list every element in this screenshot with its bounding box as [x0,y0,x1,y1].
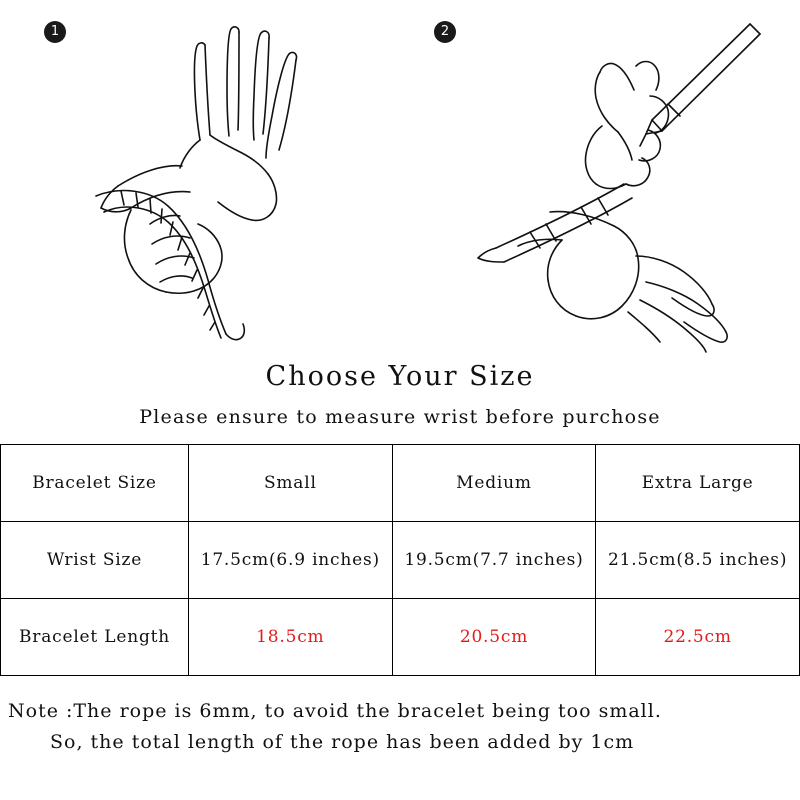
note-line-2: So, the total length of the rope has been added by 1cm [50,731,635,754]
note-line-1: Note :The rope is 6mm, to avoid the bracelet being too small. [8,700,662,722]
table-header-row [1,445,800,522]
note-block [0,696,800,759]
hand-with-tape-measure-drawing [0,0,400,355]
bracelet-length-extra-large: 22.5cm [596,599,800,676]
wrist-size-small: 17.5cm(6.9 inches) [189,522,393,599]
wrist-size-extra-large: 21.5cm(8.5 inches) [596,522,800,599]
row-label-wrist-size: Wrist Size [1,522,189,599]
size-table [0,444,800,676]
step-number-badge-1: 1 [44,21,66,43]
wrist-size-medium: 19.5cm(7.7 inches) [392,522,596,599]
page-subtitle: Please ensure to measure wrist before purchose [139,406,661,428]
hand-marking-rope-with-pen-drawing [400,0,800,355]
row-label-bracelet-length: Bracelet Length [1,599,189,676]
illustration-step-2 [400,0,800,355]
illustration-step-1 [0,0,400,355]
page-title: Choose Your Size [265,361,535,392]
bracelet-length-small: 18.5cm [189,599,393,676]
table-header-medium: Medium [392,445,596,522]
bracelet-length-medium: 20.5cm [392,599,596,676]
table-header-extra-large: Extra Large [596,445,800,522]
table-header-small: Small [189,445,393,522]
illustration-area [0,0,800,355]
table-header-bracelet-size: Bracelet Size [1,445,189,522]
table-row [1,522,800,599]
table-row [1,599,800,676]
step-number-badge-2: 2 [434,21,456,43]
